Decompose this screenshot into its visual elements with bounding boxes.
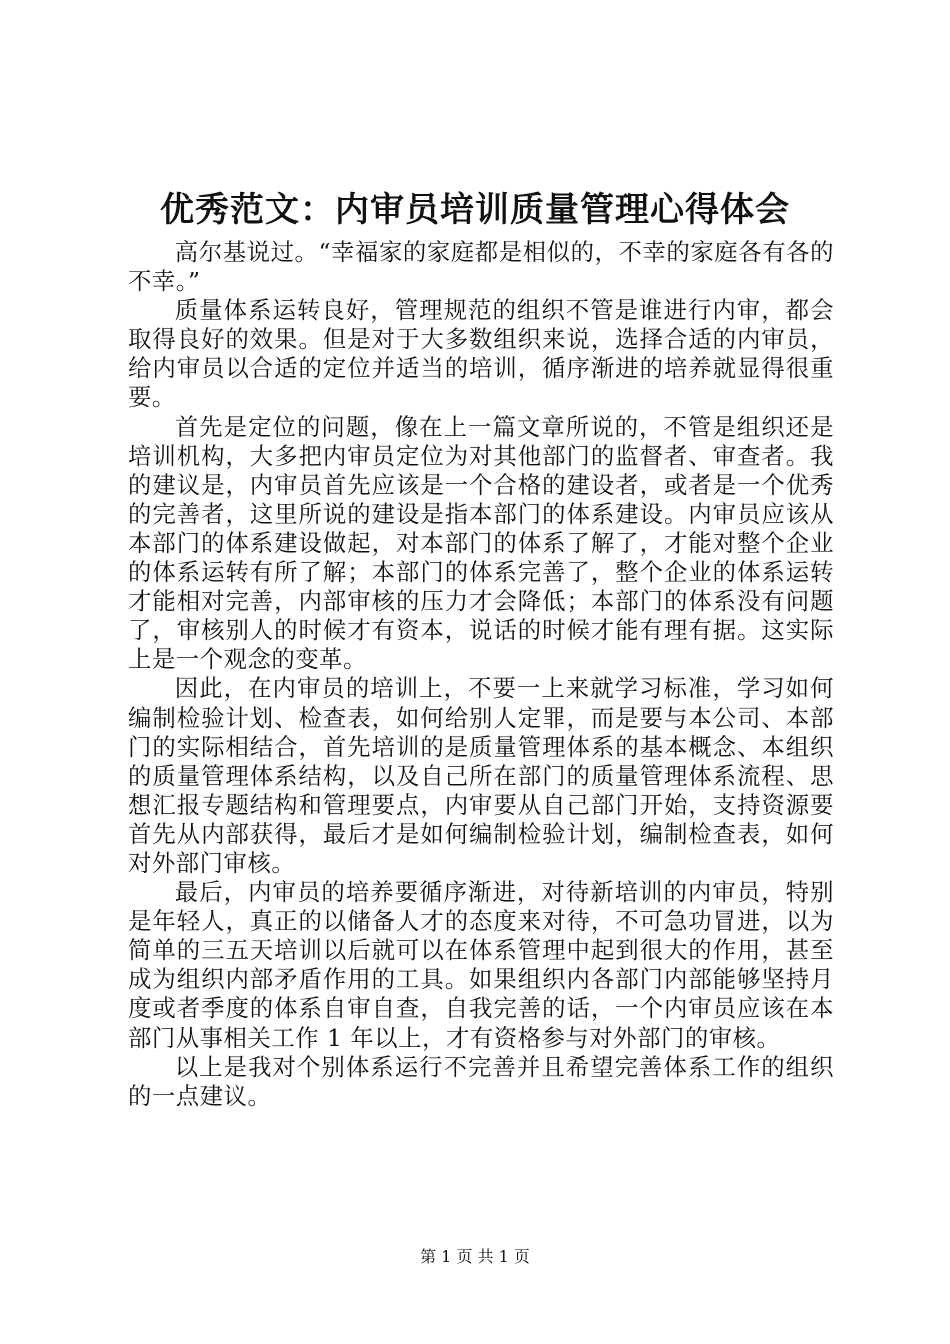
paragraph-2: 质量体系运转良好，管理规范的组织不管是谁进行内审，都会取得良好的效果。但是对于大多数组织来说，选择合适的内审员，给内审员以合适的定位并适当的培训，循序渐进的培养就显得很重要。 xyxy=(128,296,834,412)
document-body xyxy=(128,238,834,1111)
paragraph-1: 高尔基说过。“幸福家的家庭都是相似的，不幸的家庭各有各的不幸。” xyxy=(128,238,834,296)
paragraph-4: 因此，在内审员的培训上，不要一上来就学习标准，学习如何编制检验计划、检查表，如何给别人定罪，而是要与本公司、本部门的实际相结合，首先培训的是质量管理体系的基本概念、本组织的质量管理体系结构，以及自己所在部门的质量管理体系流程、思想汇报专题结构和管理要点，内审要从自己部门开始，支持资源要首先从内部获得，最后才是如何编制检验计划，编制检查表，如何对外部门审核。 xyxy=(128,674,834,877)
paragraph-5: 最后，内审员的培养要循序渐进，对待新培训的内审员，特别是年轻人，真正的以储备人才的态度来对待，不可急功冒进，以为简单的三五天培训以后就可以在体系管理中起到很大的作用，甚至成为组织内部矛盾作用的工具。如果组织内各部门内部能够坚持月度或者季度的体系自审自查，自我完善的话，一个内审员应该在本部门从事相关工作 1 年以上，才有资格参与对外部门的审核。 xyxy=(128,878,834,1052)
page-number-footer: 第 1 页 共 1 页 xyxy=(420,1247,530,1266)
paragraph-6: 以上是我对个别体系运行不完善并且希望完善体系工作的组织的一点建议。 xyxy=(128,1052,834,1110)
document-title: 优秀范文：内审员培训质量管理心得体会 xyxy=(160,190,790,230)
paragraph-3: 首先是定位的问题，像在上一篇文章所说的，不管是组织还是培训机构，大多把内审员定位为对其他部门的监督者、审查者。我的建议是，内审员首先应该是一个合格的建设者，或者是一个优秀的完善者，这里所说的建设是指本部门的体系建设。内审员应该从本部门的体系建设做起，对本部门的体系了解了，才能对整个企业的体系运转有所了解；本部门的体系完善了，整个企业的体系运转才能相对完善，内部审核的压力才会降低；本部门的体系没有问题了，审核别人的时候才有资本，说话的时候才能有理有据。这实际上是一个观念的变革。 xyxy=(128,412,834,674)
